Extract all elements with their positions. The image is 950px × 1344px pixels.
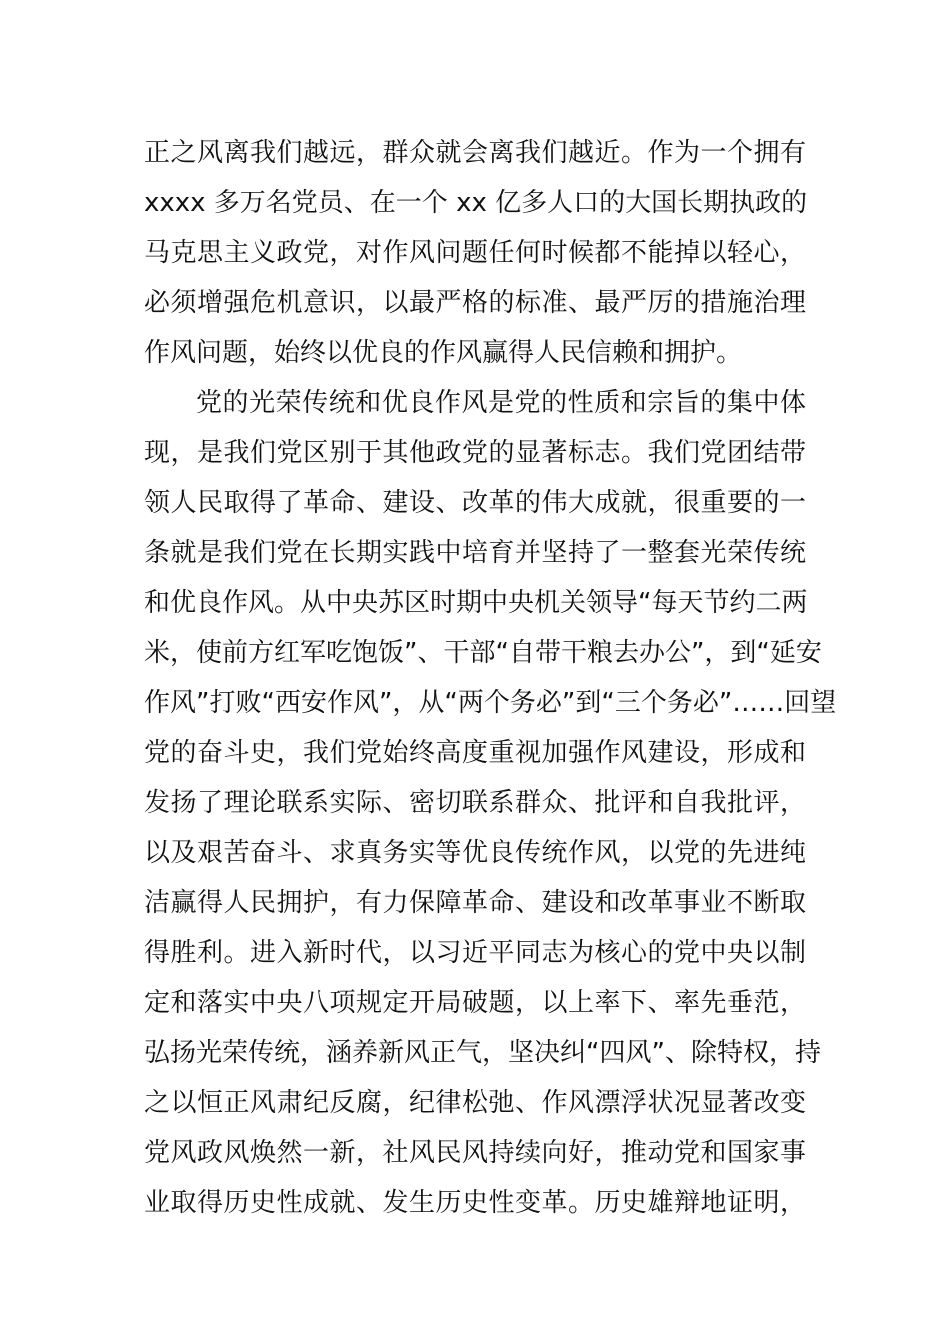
- text-line-3: 马克思主义政党，对作风问题任何时候都不能掉以轻心，: [144, 238, 806, 268]
- text-line-16: 洁赢得人民拥护，有力保障革命、建设和改革事业不断取: [144, 888, 806, 918]
- text-line-13: 党的奋斗史，我们党始终高度重视加强作风建设，形成和: [144, 738, 806, 768]
- text-line-17: 得胜利。进入新时代，以习近平同志为核心的党中央以制: [144, 938, 806, 968]
- text-line-11: 米，使前方红军吃饱饭”、干部“自带干粮去办公”，到“延安: [144, 638, 822, 668]
- text-line-15: 以及艰苦奋斗、求真务实等优良传统作风，以党的先进纯: [144, 838, 806, 868]
- text-line-9: 条就是我们党在长期实践中培育并坚持了一整套光荣传统: [144, 538, 806, 568]
- text-line-20: 之以恒正风肃纪反腐，纪律松弛、作风漂浮状况显著改变: [144, 1088, 806, 1118]
- text-line-22: 业取得历史性成就、发生历史性变革。历史雄辩地证明，: [144, 1188, 806, 1218]
- text-line-21: 党风政风焕然一新，社风民风持续向好，推动党和国家事: [144, 1138, 806, 1168]
- text-line-19: 弘扬光荣传统，涵养新风正气，坚决纠“四风”、除特权，持: [144, 1038, 821, 1068]
- text-line-7: 现，是我们党区别于其他政党的显著标志。我们党团结带: [144, 438, 806, 468]
- text-line-4: 必须增强危机意识，以最严格的标准、最严厉的措施治理: [144, 288, 806, 318]
- text-line-1: 正之风离我们越远，群众就会离我们越近。作为一个拥有: [144, 138, 806, 168]
- paragraph-2-first-line: 党的光荣传统和优良作风是党的性质和宗旨的集中体: [196, 388, 806, 418]
- text-line-2: xxxx 多万名党员、在一个 xx 亿多人口的大国长期执政的: [144, 188, 808, 218]
- text-line-5: 作风问题，始终以优良的作风赢得人民信赖和拥护。: [144, 338, 743, 368]
- text-line-10: 和优良作风。从中央苏区时期中央机关领导“每天节约二两: [144, 588, 808, 618]
- text-line-18: 定和落实中央八项规定开局破题，以上率下、率先垂范，: [144, 988, 806, 1018]
- text-line-14: 发扬了理论联系实际、密切联系群众、批评和自我批评，: [144, 788, 806, 818]
- text-line-12: 作风”打败“西安作风”，从“两个务必”到“三个务必”……回望: [144, 688, 837, 718]
- text-line-8: 领人民取得了革命、建设、改革的伟大成就，很重要的一: [144, 488, 806, 518]
